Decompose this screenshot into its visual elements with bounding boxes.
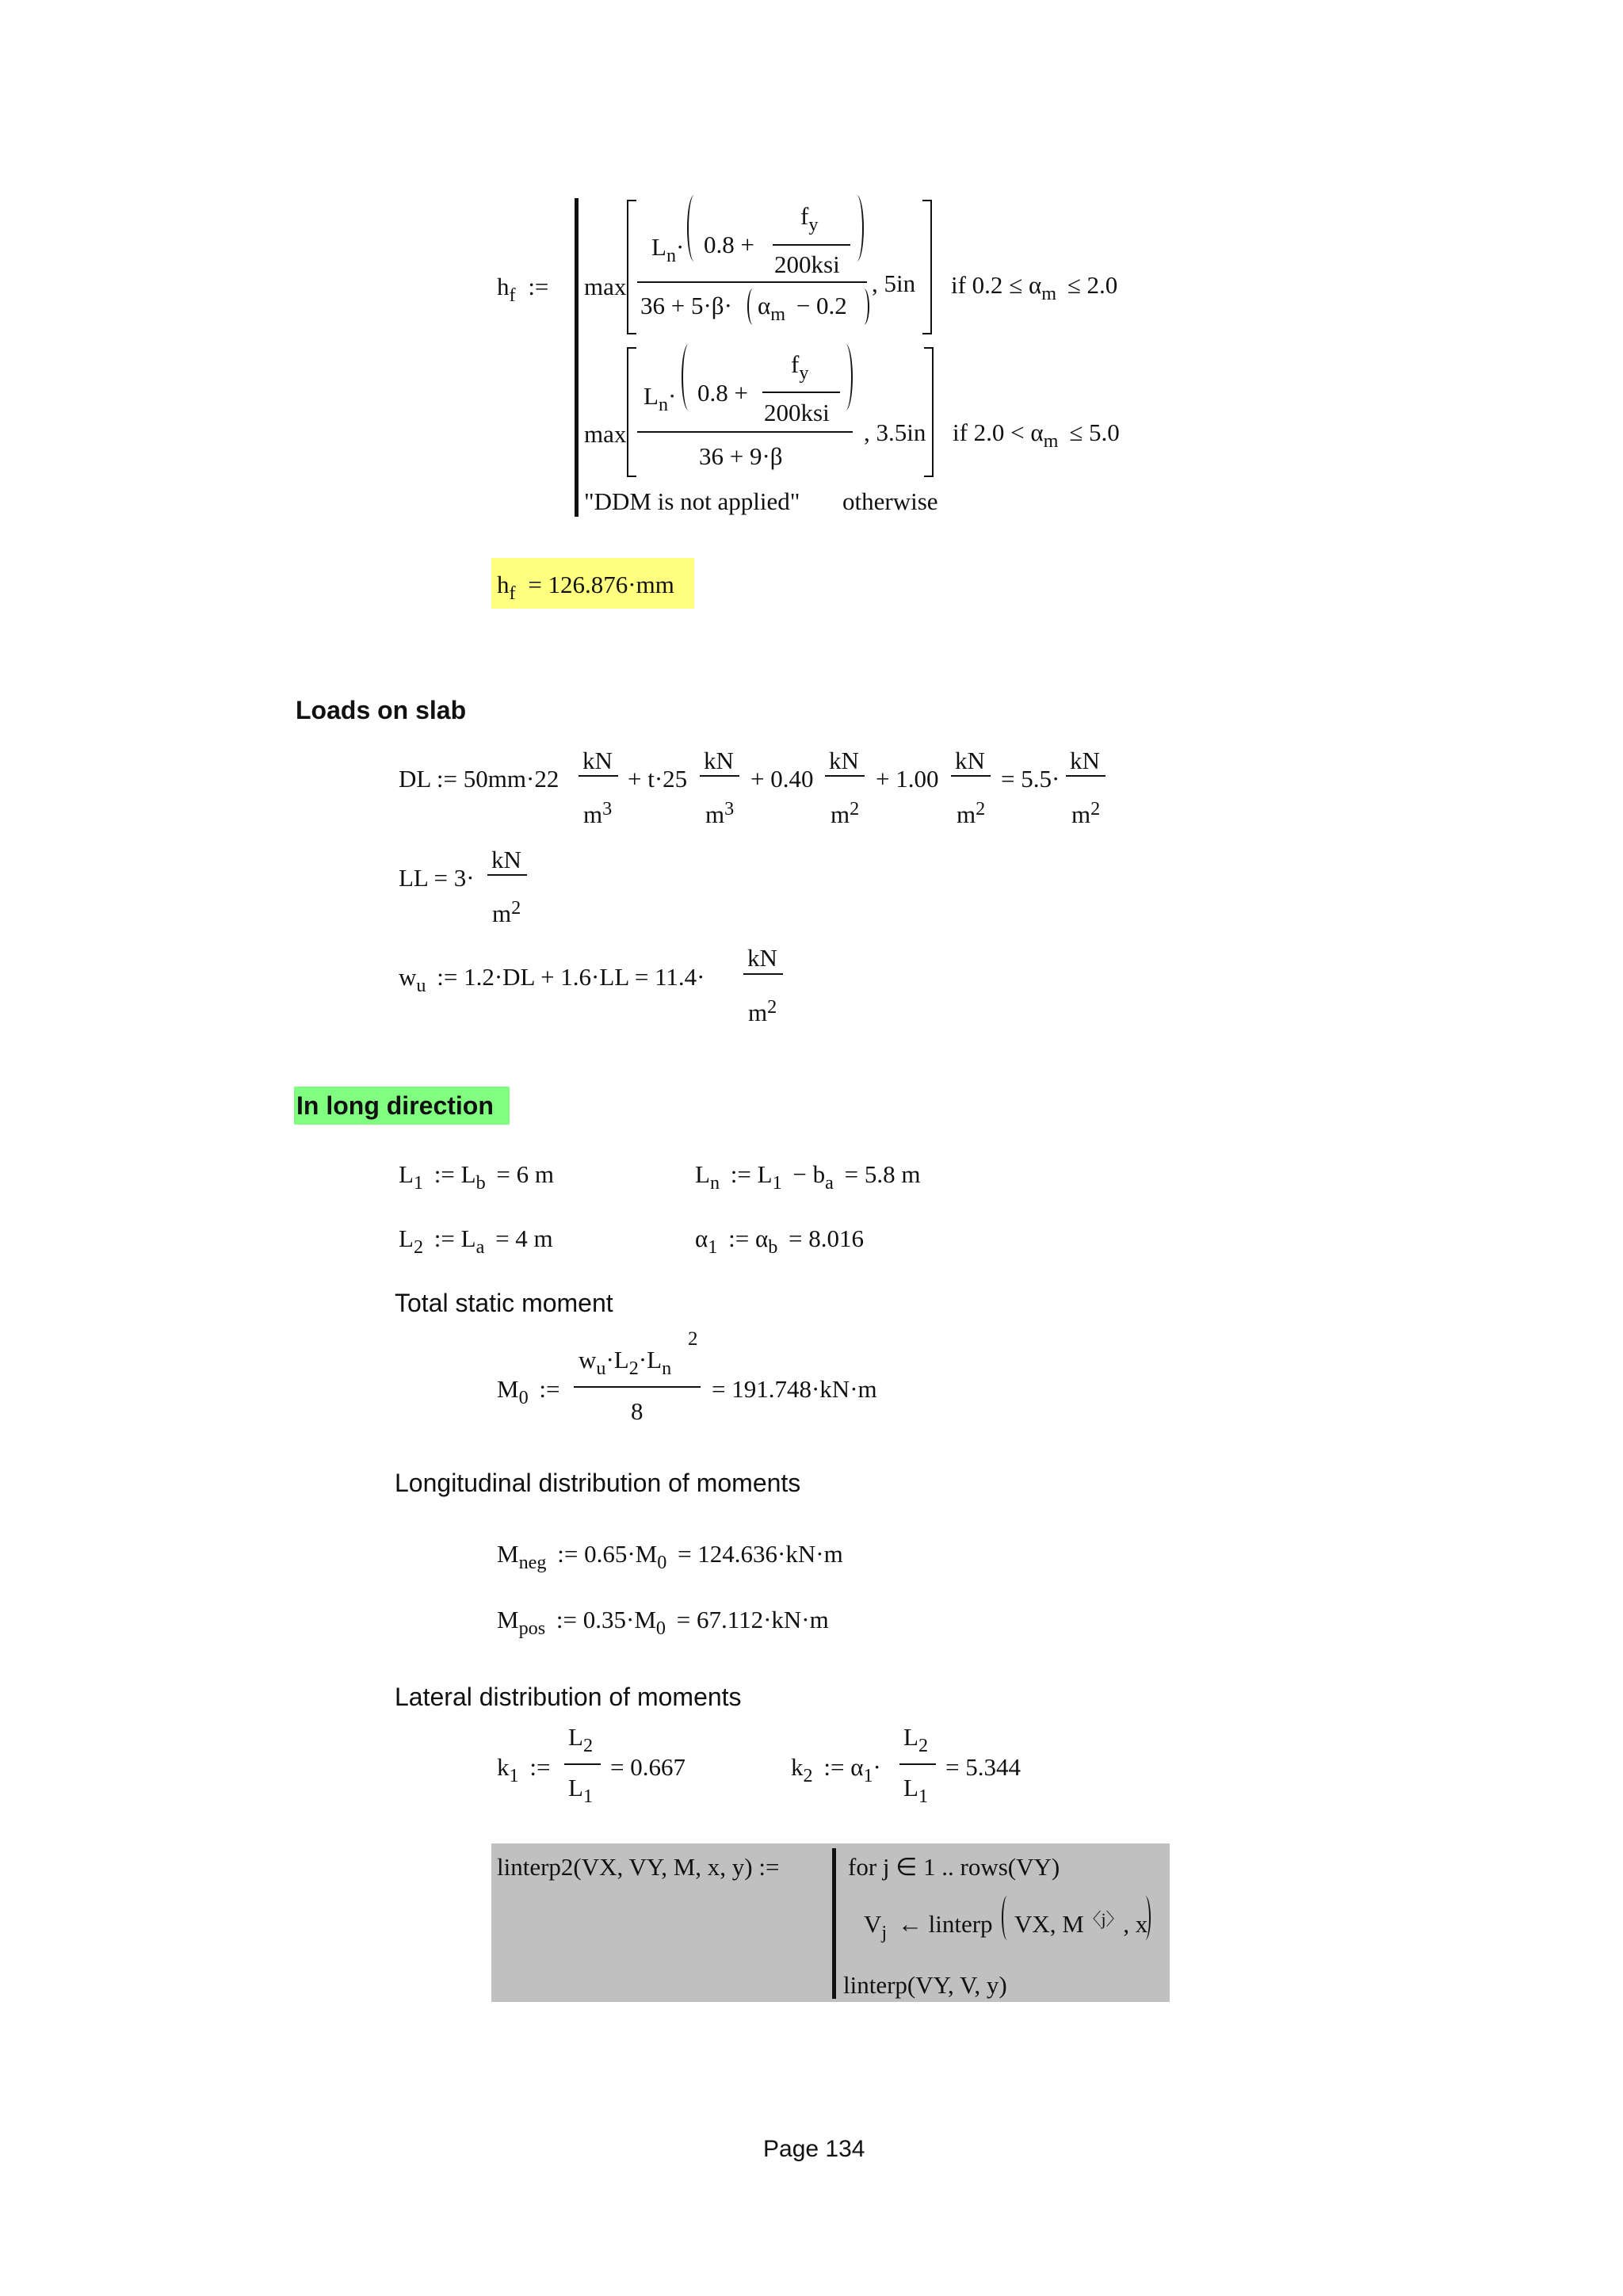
hf-result: $h_f = 126.876\cdot mm$ [491,558,694,609]
fraction-line [574,1386,701,1388]
coef-08: 0.8 + [697,379,748,407]
fraction-line [762,392,840,393]
tail-35in: , 3.5in [864,418,926,446]
fy-num: $f_y$ [791,350,809,384]
fraction-line [743,973,783,975]
program-bar [575,198,579,517]
den-row1: 36 + 5·β· [640,292,732,319]
ln-term: $L_n\cdot$ [643,382,677,416]
function-signature: linterp2(VX, VY, M, x, y) := [497,1853,780,1881]
section-heading-loads: Loads on slab [296,696,467,724]
fraction-line [564,1763,601,1765]
cond-row1: if $0.2 \le \alpha_m \le 2.0$ [951,271,1118,305]
paren-right [838,344,853,411]
max-fn: max [584,273,627,300]
fraction-line [773,244,850,246]
fraction-line [951,775,991,777]
cond-row2: if $2.0 < \alpha_m \le 5.0$ [953,418,1120,453]
label-total-static-moment: Total static moment [395,1289,613,1317]
cond-otherwise: otherwise [842,487,938,515]
fy-num: $f_y$ [800,202,819,236]
fraction-line [1066,775,1106,777]
paren-left [1002,1896,1013,1940]
main-fraction-line [637,281,867,283]
fraction-line [579,775,618,777]
label-lateral-distribution: Lateral distribution of moments [395,1683,742,1711]
eq-alpha1: $\alpha_1$ := $\alpha_b = 8.016$ [695,1224,865,1259]
section-heading-long: In long direction [294,1087,510,1125]
fraction-line [487,874,527,876]
ddm-not-applied: "DDM is not applied" [584,487,800,515]
fraction-line [825,775,865,777]
label-longitudinal-distribution: Longitudinal distribution of moments [395,1469,801,1497]
paren-right [1140,1896,1151,1940]
eq-L2: $L_2$ := $L_a = 4$ m [399,1224,553,1259]
fraction-line [899,1763,936,1765]
den-row2: 36 + 9·β [699,442,783,470]
eq-L1: $L_1$ := $L_b = 6$ m [399,1160,555,1194]
paren-left [747,288,758,325]
paren-left [682,344,696,411]
eq-Ln: $L_n$ := $L_1 - b_a = 5.8$ m [695,1160,921,1194]
bracket-right [922,200,932,334]
bracket-right [924,347,934,477]
paren-left [687,195,701,262]
main-fraction-line [637,431,853,433]
ln-term: $L_n\cdot$ [651,233,685,267]
eq-Mneg: $M_{neg}$ := $0.65\cdot M_0 = 124.636\cdot kN\cdot m$ [497,1540,843,1574]
hf-lhs: $h_f$ := [497,273,549,307]
return-line: linterp(VY, V, y) [843,1971,1007,1999]
page-number: Page 134 [763,2136,865,2162]
coef-08: 0.8 + [704,231,754,258]
ksi-den: 200ksi [774,250,840,278]
tail-5in: , 5in [872,269,916,297]
paren-right [858,288,869,325]
fraction-line [700,775,739,777]
ksi-den: 200ksi [764,399,830,426]
eq-Mpos: $M_{pos}$ := $0.35\cdot M_0 = 67.112\cdot kN\cdot m$ [497,1606,829,1640]
for-loop-line: for j ∈ 1 .. rows(VY) [848,1853,1060,1881]
bracket-left [627,200,636,334]
max-fn: max [584,420,627,448]
program-bar [832,1848,836,1999]
bracket-left [627,347,636,477]
paren-right [850,195,864,262]
linterp2-function-region: linterp2(VX, VY, M, x, y) := for j ∈ 1 .. rows(VY) $V_j$ ← linterp VX, $M^{〈j〉}$, x linterp(VY, V, y) [491,1843,1170,2002]
loop-body-line: $V_j$ ← linterp [864,1910,993,1944]
den-alpha: $\alpha_m - 0.2$ [758,292,847,326]
